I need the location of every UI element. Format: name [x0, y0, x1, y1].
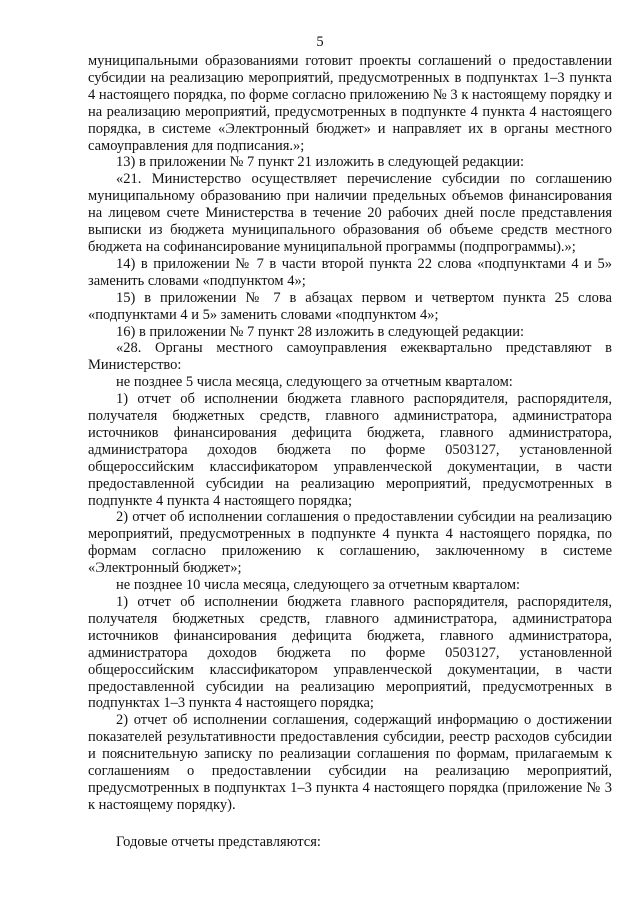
paragraph-report-1b: 1) отчет об исполнении бюджета главного распорядителя, распорядителя, получателя бюджетных средств, главного администратора, администратора источников финансирования дефицита бюджета, главного администратора, администратора доходов бюджета по форме 0503127, установленной общероссийским классификатором управленческой документации, в части предоставленной субсидии на реализацию мероприятий, предусмотренных в подпунктах 1–3 пункта 4 настоящего порядка; — [88, 594, 612, 712]
paragraph-deadline-5: не позднее 5 числа месяца, следующего за отчетным кварталом: — [116, 374, 513, 391]
paragraph-report-2a: 2) отчет об исполнении соглашения о предоставлении субсидии на реализацию мероприятий, предусмотренных в подпункте 4 пункта 4 настоящего порядка, по формам согласно приложению к соглашению, заключенному в системе «Электронный бюджет»; — [88, 509, 612, 577]
paragraph-annual-reports: Годовые отчеты представляются: — [116, 833, 321, 850]
paragraph-item-14: 14) в приложении № 7 в части второй пункта 22 слова «подпунктами 4 и 5» заменить словами «подпунктом 4»; — [88, 255, 612, 289]
paragraph-item-13: 13) в приложении № 7 пункт 21 изложить в следующей редакции: — [116, 154, 524, 171]
paragraph-deadline-10: не позднее 10 числа месяца, следующего за отчетным кварталом: — [116, 577, 521, 594]
paragraph-report-2b: 2) отчет об исполнении соглашения, содержащий информацию о достижении показателей результативности предоставления субсидии, реестр расходов субсидии и пояснительную записку по реализации соглашения по формам, прилагаемым к соглашениям о предоставлении субсидии на реализацию мероприятий, предусмотренных в подпунктах 1–3 пункта 4 настоящего порядка (приложение № 3 к настоящему порядку). — [88, 712, 612, 813]
page-number: 5 — [316, 34, 324, 50]
document-body — [88, 53, 612, 851]
paragraph-report-1a: 1) отчет об исполнении бюджета главного распорядителя, распорядителя, получателя бюджетных средств, главного администратора, администратора источников финансирования дефицита бюджета, главного администратора, администратора доходов бюджета по форме 0503127, установленной общероссийским классификатором управленческой документации, в части предоставленной субсидии на реализацию мероприятий, предусмотренных в подпункте 4 пункта 4 настоящего порядка; — [88, 391, 612, 509]
paragraph-item-16: 16) в приложении № 7 пункт 28 изложить в следующей редакции: — [116, 323, 524, 340]
paragraph-clause-21: «21. Министерство осуществляет перечисление субсидии по соглашению муниципальному образованию при наличии предельных объемов финансирования на лицевом счете Министерства в течение 20 рабочих дней после представления выписки из бюджета муниципального образования об объеме средств местного бюджета на софинансирование муниципальной программы (подпрограммы).»; — [88, 171, 612, 255]
paragraph-item-15: 15) в приложении № 7 в абзацах первом и четвертом пункта 25 слова «подпунктами 4 и 5» заменить словами «подпунктом 4»; — [88, 289, 612, 323]
paragraph-continuation: муниципальными образованиями готовит проекты соглашений о предоставлении субсидии на реализацию мероприятий, предусмотренных в подпунктах 1–3 пункта 4 настоящего порядка, по форме согласно приложению № 3 к настоящему порядку и на реализацию мероприятий, предусмотренных в подпункте 4 пункта 4 настоящего порядка, в системе «Электронный бюджет» и направляет их в органы местного самоуправления для подписания.»; — [88, 53, 612, 154]
paragraph-clause-28: «28. Органы местного самоуправления ежеквартально представляют в Министерство: — [88, 340, 612, 374]
